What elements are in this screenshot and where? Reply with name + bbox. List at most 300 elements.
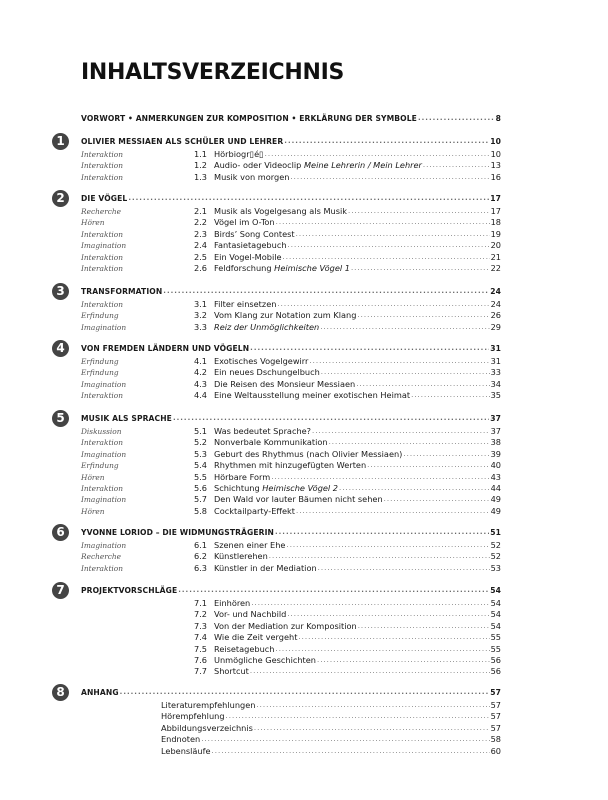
dot-leader — [178, 585, 489, 596]
section-title: Künstler in der Mediation — [214, 562, 317, 573]
section-title-italic: Heimische Vögel 2 — [262, 483, 339, 493]
section-page: 53 — [490, 562, 501, 573]
section-body — [214, 609, 501, 620]
section-number: 2.2 — [193, 217, 207, 228]
chapter-heading[interactable] — [81, 585, 501, 596]
section-number: 4.4 — [193, 390, 207, 401]
section-title: Exotisches Vogelgewirr — [214, 356, 309, 366]
section-page: 18 — [490, 217, 501, 228]
section-body — [214, 460, 501, 471]
dot-leader — [351, 263, 490, 274]
section-page: 24 — [490, 299, 501, 309]
section-page: 56 — [490, 666, 501, 677]
chapter-title: DIE VÖGEL — [81, 194, 128, 203]
section-entry[interactable] — [81, 160, 501, 171]
dot-leader — [212, 746, 490, 757]
chapter-heading[interactable] — [81, 286, 501, 297]
chapter-number-badge: 4 — [52, 340, 69, 357]
section-title: Schichtung Heimische Vögel 2 — [214, 483, 339, 493]
section-page: 43 — [490, 471, 501, 482]
chapter-heading[interactable] — [81, 343, 501, 354]
section-entry[interactable] — [81, 310, 501, 321]
dot-leader — [411, 390, 490, 401]
appendix-title: Hörempfehlung — [161, 711, 225, 722]
chapter-page: 10 — [490, 137, 501, 146]
dot-leader — [320, 322, 489, 333]
dot-leader — [163, 286, 489, 297]
section-entry[interactable] — [81, 494, 501, 505]
dot-leader — [201, 734, 489, 745]
dot-leader — [329, 437, 490, 448]
dot-leader — [128, 193, 489, 204]
section-body — [214, 240, 501, 251]
section-body — [214, 551, 501, 562]
section-title: Vögel im O-Ton — [214, 217, 275, 228]
toc-entry-intro[interactable] — [81, 113, 501, 124]
section-title: Künstlerehen — [214, 551, 268, 562]
section-number: 5.5 — [193, 471, 207, 482]
section-body — [214, 229, 501, 240]
section-category: Interaktion — [81, 300, 123, 309]
section-body — [214, 472, 501, 483]
section-title: Feldforschung Heimische Vögel 1 — [214, 263, 350, 273]
section-entry[interactable] — [81, 356, 501, 367]
section-page: 56 — [490, 655, 501, 665]
appendix-page: 57 — [490, 711, 501, 722]
appendix-entry[interactable] — [81, 734, 501, 745]
chapter-title: YVONNE LORIOD – DIE WIDMUNGSTRÄGERIN — [81, 528, 274, 537]
section-category: Interaktion — [81, 161, 123, 171]
appendix-body — [161, 734, 501, 745]
section-page: 49 — [490, 494, 501, 505]
section-body — [214, 217, 501, 228]
appendix-entry[interactable] — [81, 700, 501, 711]
appendix-page: 58 — [490, 734, 501, 745]
section-category: Hören — [81, 506, 105, 516]
section-category: Interaktion — [81, 438, 123, 448]
dot-leader — [423, 160, 490, 171]
dot-leader — [283, 252, 490, 263]
section-category: Interaktion — [81, 172, 123, 182]
section-page: 39 — [490, 448, 501, 459]
section-title: Unmögliche Geschichten — [214, 655, 316, 665]
dot-leader — [271, 472, 489, 483]
section-body — [214, 390, 501, 401]
dot-leader — [286, 540, 489, 551]
section-number: 2.6 — [193, 263, 207, 273]
dot-leader — [251, 598, 489, 609]
dot-leader — [269, 551, 490, 562]
chapter-title: MUSIK ALS SPRACHE — [81, 414, 172, 423]
section-body — [214, 655, 501, 666]
dot-leader — [226, 711, 490, 722]
section-number: 7.2 — [193, 609, 207, 620]
page-title: INHALTSVERZEICHNIS — [81, 60, 345, 85]
section-body — [214, 621, 501, 632]
section-title: Von der Mediation zur Komposition — [214, 620, 357, 631]
section-number: 5.8 — [193, 505, 207, 516]
dot-leader — [321, 367, 490, 378]
section-number: 1.2 — [193, 160, 207, 171]
section-body — [214, 299, 501, 310]
chapter-number-badge: 5 — [52, 410, 69, 427]
section-body — [214, 483, 501, 494]
section-entry[interactable] — [81, 299, 501, 310]
section-body — [214, 263, 501, 274]
section-body — [214, 598, 501, 609]
section-page: 38 — [490, 437, 501, 448]
section-number: 5.3 — [193, 448, 207, 459]
section-entry[interactable] — [81, 367, 501, 378]
section-page: 21 — [490, 251, 501, 262]
section-body — [214, 367, 501, 378]
section-title: Einhören — [214, 598, 251, 608]
chapter-page: 57 — [490, 688, 501, 697]
chapter-heading[interactable] — [81, 527, 501, 538]
section-number: 5.1 — [193, 426, 207, 436]
section-title: Cocktailparty-Effekt — [214, 505, 295, 516]
section-page: 10 — [490, 149, 501, 159]
appendix-page: 57 — [490, 700, 501, 710]
dot-leader — [250, 666, 490, 677]
section-category: Erfindung — [81, 368, 119, 378]
section-body — [214, 644, 501, 655]
dot-leader — [250, 343, 489, 354]
section-category: Interaktion — [81, 252, 123, 262]
section-entry[interactable] — [81, 172, 501, 183]
appendix-entry[interactable] — [81, 746, 501, 757]
section-entry[interactable] — [81, 666, 501, 677]
section-entry[interactable] — [81, 240, 501, 251]
section-entry[interactable] — [81, 621, 501, 632]
section-page: 54 — [490, 609, 501, 620]
section-title: Vom Klang zur Notation zum Klang — [214, 310, 357, 321]
dot-leader — [277, 299, 489, 310]
section-number: 2.4 — [193, 240, 207, 251]
section-entry[interactable] — [81, 379, 501, 390]
chapter-title: VON FREMDEN LÄNDERN UND VÖGELN — [81, 344, 250, 353]
chapter-number-badge: 1 — [52, 133, 69, 150]
dot-leader — [298, 632, 489, 643]
section-title-italic: Meine Lehrerin / Mein Lehrer — [303, 160, 422, 171]
section-body — [214, 149, 501, 160]
section-number: 2.5 — [193, 251, 207, 262]
section-number: 2.3 — [193, 228, 207, 239]
section-title: Was bedeutet Sprache? — [214, 426, 312, 436]
chapter-number-badge: 3 — [52, 283, 69, 300]
dot-leader — [120, 687, 490, 698]
section-number: 4.1 — [193, 356, 207, 366]
section-number: 7.7 — [193, 666, 207, 677]
appendix-page: 57 — [490, 722, 501, 733]
dot-leader — [276, 217, 490, 228]
section-body — [214, 449, 501, 460]
section-title: Musik von morgen — [214, 171, 290, 182]
section-entry[interactable] — [81, 506, 501, 517]
section-body — [214, 563, 501, 574]
appendix-page: 60 — [490, 745, 501, 756]
section-title: Eine Weltausstellung meiner exotischen Heimat — [214, 390, 411, 401]
section-entry[interactable] — [81, 644, 501, 655]
section-body — [214, 506, 501, 517]
section-body — [214, 160, 501, 171]
section-title: Fantasietagebuch — [214, 240, 287, 251]
section-page: 22 — [490, 263, 501, 273]
section-category: Hören — [81, 218, 105, 228]
section-entry[interactable] — [81, 149, 501, 160]
section-entry[interactable] — [81, 322, 501, 333]
section-entry[interactable] — [81, 426, 501, 437]
chapter-number-badge: 8 — [52, 684, 69, 701]
section-number: 2.1 — [193, 206, 207, 216]
appendix-entry[interactable] — [81, 711, 501, 722]
dot-leader — [317, 655, 490, 666]
dot-leader — [296, 506, 490, 517]
section-entry[interactable] — [81, 217, 501, 228]
dot-leader — [403, 449, 489, 460]
chapter-title: ANHANG — [81, 688, 119, 697]
chapter-page: 31 — [490, 344, 501, 353]
section-page: 55 — [490, 643, 501, 654]
intro-page: 8 — [495, 114, 501, 123]
section-number: 3.3 — [193, 321, 207, 332]
section-page: 19 — [490, 228, 501, 239]
section-entry[interactable] — [81, 472, 501, 483]
dot-leader — [348, 206, 490, 217]
section-title: Rhythmen mit hinzugefügten Werten — [214, 460, 367, 471]
section-number: 7.6 — [193, 655, 207, 665]
section-entry[interactable] — [81, 229, 501, 240]
section-title: Die Reisen des Monsieur Messiaen — [214, 378, 356, 389]
section-number: 6.3 — [193, 562, 207, 573]
section-entry[interactable] — [81, 483, 501, 494]
section-page: 52 — [490, 551, 501, 562]
section-body — [214, 379, 501, 390]
section-number: 5.2 — [193, 437, 207, 448]
section-title: Ein Vogel-Mobile — [214, 251, 282, 262]
dot-leader — [367, 460, 489, 471]
dot-leader — [284, 136, 489, 147]
dot-leader — [256, 700, 489, 711]
dot-leader — [275, 527, 489, 538]
section-body — [214, 252, 501, 263]
section-category: Erfindung — [81, 311, 119, 321]
section-category: Interaktion — [81, 264, 123, 273]
section-entry[interactable] — [81, 655, 501, 666]
section-category: Imagination — [81, 541, 127, 550]
section-body — [214, 356, 501, 367]
section-category: Imagination — [81, 322, 127, 332]
section-page: 17 — [490, 206, 501, 216]
dot-leader — [173, 413, 489, 424]
section-body — [214, 206, 501, 217]
section-entry[interactable] — [81, 252, 501, 263]
section-entry[interactable] — [81, 540, 501, 551]
section-page: 40 — [490, 460, 501, 471]
section-title: Filter einsetzen — [214, 299, 277, 309]
section-page: 37 — [490, 426, 501, 436]
appendix-title: Literaturempfehlungen — [161, 700, 256, 710]
section-title: Nonverbale Kommunikation — [214, 437, 328, 448]
section-page: 54 — [490, 598, 501, 608]
dot-leader — [309, 356, 489, 367]
section-page: 54 — [490, 620, 501, 631]
section-title: Audio- oder Videoclip Meine Lehrerin / Mein Lehrer — [214, 160, 422, 171]
section-category: Hören — [81, 472, 105, 482]
section-category: Interaktion — [81, 229, 123, 239]
section-title: Vor- und Nachbild — [214, 609, 287, 620]
section-entry[interactable] — [81, 263, 501, 274]
section-body — [214, 666, 501, 677]
section-body — [214, 310, 501, 321]
section-title: Den Wald vor lauter Bäumen nicht sehen — [214, 494, 383, 505]
section-entry[interactable] — [81, 609, 501, 620]
chapter-page: 54 — [490, 586, 501, 595]
section-category: Imagination — [81, 495, 127, 505]
dot-leader — [296, 229, 490, 240]
appendix-title: Endnoten — [161, 734, 201, 745]
section-number: 3.1 — [193, 299, 207, 309]
section-body — [214, 494, 501, 505]
chapter-page: 51 — [490, 528, 501, 537]
chapter-title: PROJEKTVORSCHLÄGE — [81, 586, 178, 595]
section-entry[interactable] — [81, 460, 501, 471]
dot-leader — [254, 723, 490, 734]
chapter-number-badge: 6 — [52, 524, 69, 541]
section-number: 7.5 — [193, 643, 207, 654]
dot-leader — [312, 426, 490, 437]
appendix-body — [161, 711, 501, 722]
section-category: Erfindung — [81, 461, 119, 471]
appendix-body — [161, 700, 501, 711]
section-body — [214, 426, 501, 437]
section-entry[interactable] — [81, 551, 501, 562]
dot-leader — [356, 379, 489, 390]
section-title: Reisetagebuch — [214, 643, 275, 654]
section-page: 44 — [490, 483, 501, 493]
chapter-heading[interactable] — [81, 193, 501, 204]
section-page: 20 — [490, 240, 501, 251]
section-body — [214, 437, 501, 448]
section-body — [214, 540, 501, 551]
section-body — [214, 322, 501, 333]
chapter-number-badge: 2 — [52, 190, 69, 207]
section-entry[interactable] — [81, 449, 501, 460]
section-title: Szenen einer Ehe — [214, 540, 286, 550]
section-title-italic: Heimische Vögel 1 — [274, 263, 350, 273]
section-entry[interactable] — [81, 206, 501, 217]
section-title: Ein neues Dschungelbuch — [214, 367, 320, 378]
section-title: Wie die Zeit vergeht — [214, 632, 298, 643]
section-number: 1.3 — [193, 171, 207, 182]
section-number: 7.4 — [193, 632, 207, 643]
section-entry[interactable] — [81, 563, 501, 574]
appendix-body — [161, 723, 501, 734]
section-page: 52 — [490, 540, 501, 550]
section-page: 16 — [490, 171, 501, 182]
section-category: Diskussion — [81, 427, 122, 436]
section-category: Recherche — [81, 207, 122, 216]
section-title: Musik als Vogelgesang als Musik — [214, 206, 347, 216]
section-number: 3.2 — [193, 310, 207, 321]
section-page: 49 — [490, 505, 501, 516]
section-number: 5.7 — [193, 494, 207, 505]
section-entry[interactable] — [81, 632, 501, 643]
section-category: Interaktion — [81, 484, 123, 493]
intro-title: VORWORT • ANMERKUNGEN ZUR KOMPOSITION • ERKLÄRUNG DER SYMBOLE — [81, 114, 417, 123]
section-number: 6.2 — [193, 551, 207, 562]
section-body — [214, 172, 501, 183]
section-title: Shortcut — [214, 666, 249, 677]
section-page: 29 — [490, 321, 501, 332]
appendix-title: Lebensläufe — [161, 745, 211, 756]
section-category: Imagination — [81, 379, 127, 389]
section-title: Geburt des Rhythmus (nach Olivier Messiaen) — [214, 448, 403, 459]
appendix-entry[interactable] — [81, 723, 501, 734]
dot-leader — [265, 149, 490, 160]
section-page: 34 — [490, 378, 501, 389]
section-page: 31 — [490, 356, 501, 366]
chapter-number-badge: 7 — [52, 582, 69, 599]
section-number: 6.1 — [193, 540, 207, 550]
section-number: 4.3 — [193, 378, 207, 389]
dot-leader — [418, 113, 495, 124]
section-category: Imagination — [81, 241, 127, 251]
chapter-page: 17 — [490, 194, 501, 203]
section-category: Interaktion — [81, 150, 123, 159]
chapter-title: OLIVIER MESSIAEN ALS SCHÜLER UND LEHRER — [81, 137, 284, 146]
section-category: Erfindung — [81, 357, 119, 366]
section-category: Imagination — [81, 449, 127, 459]
section-title: Birds’ Song Contest — [214, 228, 295, 239]
dot-leader — [290, 172, 489, 183]
section-category: Recherche — [81, 552, 122, 562]
section-category: Interaktion — [81, 391, 123, 401]
section-number: 4.2 — [193, 367, 207, 378]
section-page: 26 — [490, 310, 501, 321]
section-entry[interactable] — [81, 437, 501, 448]
section-title — [214, 322, 319, 333]
section-number: 7.1 — [193, 598, 207, 608]
section-page: 33 — [490, 367, 501, 378]
chapter-page: 37 — [490, 414, 501, 423]
section-page: 55 — [490, 632, 501, 643]
section-category: Interaktion — [81, 563, 123, 573]
section-number: 5.4 — [193, 460, 207, 471]
section-title-italic: Reiz der Unmöglichkeiten — [214, 321, 320, 332]
section-number: 5.6 — [193, 483, 207, 493]
dot-leader — [318, 563, 490, 574]
chapter-heading[interactable] — [81, 413, 501, 424]
section-number: 7.3 — [193, 620, 207, 631]
section-entry[interactable] — [81, 390, 501, 401]
section-page: 35 — [490, 390, 501, 401]
dot-leader — [339, 483, 490, 494]
section-page: 13 — [490, 160, 501, 171]
section-number: 1.1 — [193, 149, 207, 159]
dot-leader — [275, 644, 489, 655]
appendix-body — [161, 746, 501, 757]
section-body — [214, 632, 501, 643]
section-entry[interactable] — [81, 598, 501, 609]
dot-leader — [288, 240, 490, 251]
chapter-page: 24 — [490, 287, 501, 296]
appendix-title: Abbildungsverzeichnis — [161, 722, 253, 733]
chapter-title: TRANSFORMATION — [81, 287, 163, 296]
section-title: Hörbiogr▯é▯ — [214, 149, 264, 159]
chapter-heading[interactable] — [81, 136, 501, 147]
chapter-heading[interactable] — [81, 687, 501, 698]
